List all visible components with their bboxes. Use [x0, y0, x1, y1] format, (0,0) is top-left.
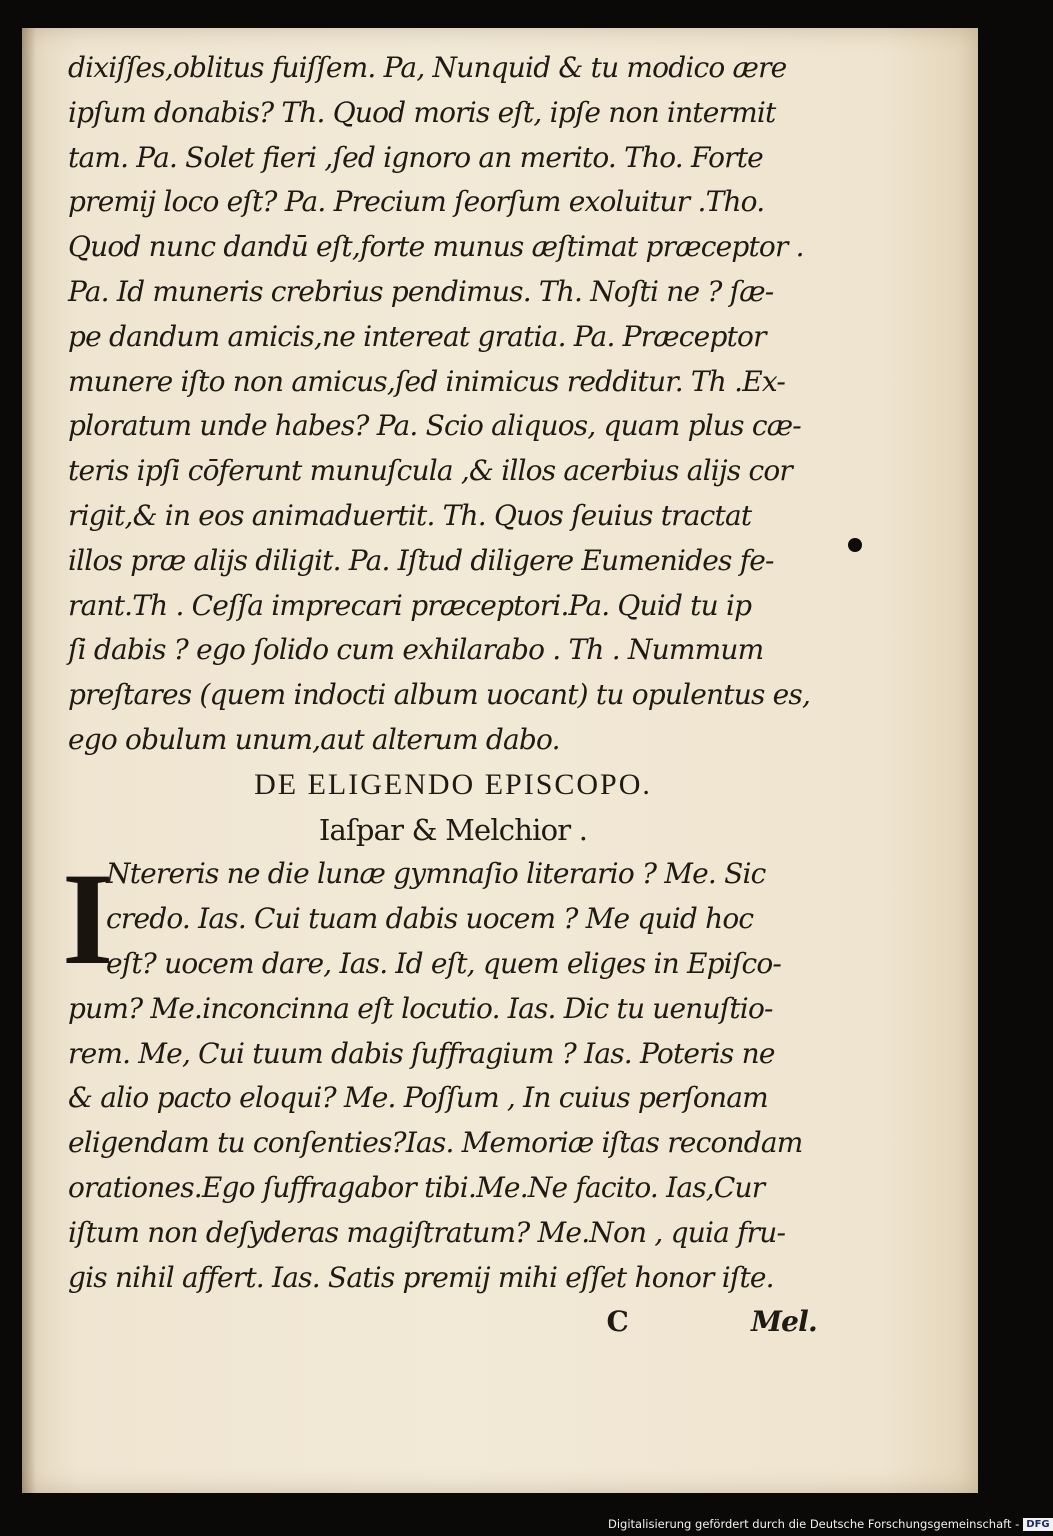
text-line: iſtum non deſyderas magiſtratum? Me.Non , quia fru- — [68, 1215, 786, 1249]
dropcap-paragraph — [62, 845, 838, 993]
text-line: eligendam tu conſenties?Ias. Memoriæ iſtas recondam — [68, 1126, 803, 1160]
page-text — [62, 46, 838, 1345]
text-line: credo. Ias. Cui tuam dabis uocem ? Me quid hoc — [106, 902, 754, 936]
page-spine-shadow — [22, 28, 36, 1493]
book-page — [22, 28, 978, 1493]
text-line: teris ipſi cōferunt munuſcula ,& illos acerbius alijs cor — [68, 454, 792, 488]
text-line: rant.Th . Ceſſa imprecari præceptori.Pa. Quid tu ip — [68, 588, 752, 622]
text-line: orationes.Ego ſuffragabor tibi.Me.Ne facito. Ias,Cur — [68, 1170, 765, 1204]
text-line: preſtares (quem indocti album uocant) tu opulentus es, — [68, 678, 811, 712]
dfg-logo: DFG — [1023, 1518, 1052, 1531]
text-line: munere iſto non amicus,ſed inimicus redditur. Th .Ex- — [68, 364, 786, 398]
text-line: ego obulum unum,aut alterum dabo. — [68, 722, 560, 756]
digitization-footer — [608, 1514, 1053, 1534]
text-line: Pa. Id muneris crebrius pendimus. Th. Noſti ne ? ſæ- — [68, 274, 774, 308]
text-line: ſi dabis ? ego ſolido cum exhilarabo . Th . Nummum — [68, 633, 764, 667]
speakers-line: Iaſpar & Melchior . — [318, 812, 588, 847]
drop-cap: I — [62, 845, 113, 993]
page-signature-line — [68, 1300, 838, 1345]
text-line: rigit,& in eos animaduertit. Th. Quos ſeuius tractat — [68, 498, 752, 532]
text-line: illos præ alijs diligit. Pa. Iſtud diligere Eumenides fe- — [68, 543, 774, 577]
margin-dot — [848, 538, 862, 552]
text-line: Ntereris ne die lunæ gymnaſio literario ? Me. Sic — [106, 857, 766, 891]
text-line: ipſum donabis? Th. Quod moris eſt, ipſe non intermit — [68, 95, 776, 129]
signature-mark: C — [606, 1305, 628, 1339]
catchword: Mel. — [750, 1305, 817, 1339]
text-line: ploratum unde habes? Pa. Scio aliquos, quam plus cæ- — [68, 409, 801, 443]
section-heading: DE ELIGENDO EPISCOPO. — [254, 767, 652, 801]
text-line: gis nihil affert. Ias. Satis premij mihi eſſet honor iſte. — [68, 1260, 774, 1294]
text-line: eſt? uocem dare, Ias. Id eſt, quem eliges in Epiſco- — [106, 946, 782, 980]
text-line: Quod nunc dandū eſt,forte munus æſtimat præceptor . — [68, 230, 804, 264]
text-line: rem. Me, Cui tuum dabis ſuffragium ? Ias. Poteris ne — [68, 1036, 775, 1070]
footer-text: Digitalisierung gefördert durch die Deutsche Forschungsgemeinschaft - — [608, 1517, 1020, 1531]
text-line: tam. Pa. Solet fieri ,ſed ignoro an merito. Tho. Forte — [68, 140, 763, 174]
text-line: dixiſſes,oblitus fuiſſem. Pa, Nunquid & tu modico ære — [68, 51, 787, 84]
text-line: pe dandum amicis,ne intereat gratia. Pa. Præceptor — [68, 319, 766, 353]
text-line: & alio pacto eloqui? Me. Poſſum , In cuius perſonam — [68, 1081, 768, 1115]
text-line: premij loco eſt? Pa. Precium ſeorſum exoluitur .Tho. — [68, 185, 765, 219]
text-line: pum? Me.inconcinna eſt locutio. Ias. Dic tu uenuſtio- — [68, 991, 773, 1025]
